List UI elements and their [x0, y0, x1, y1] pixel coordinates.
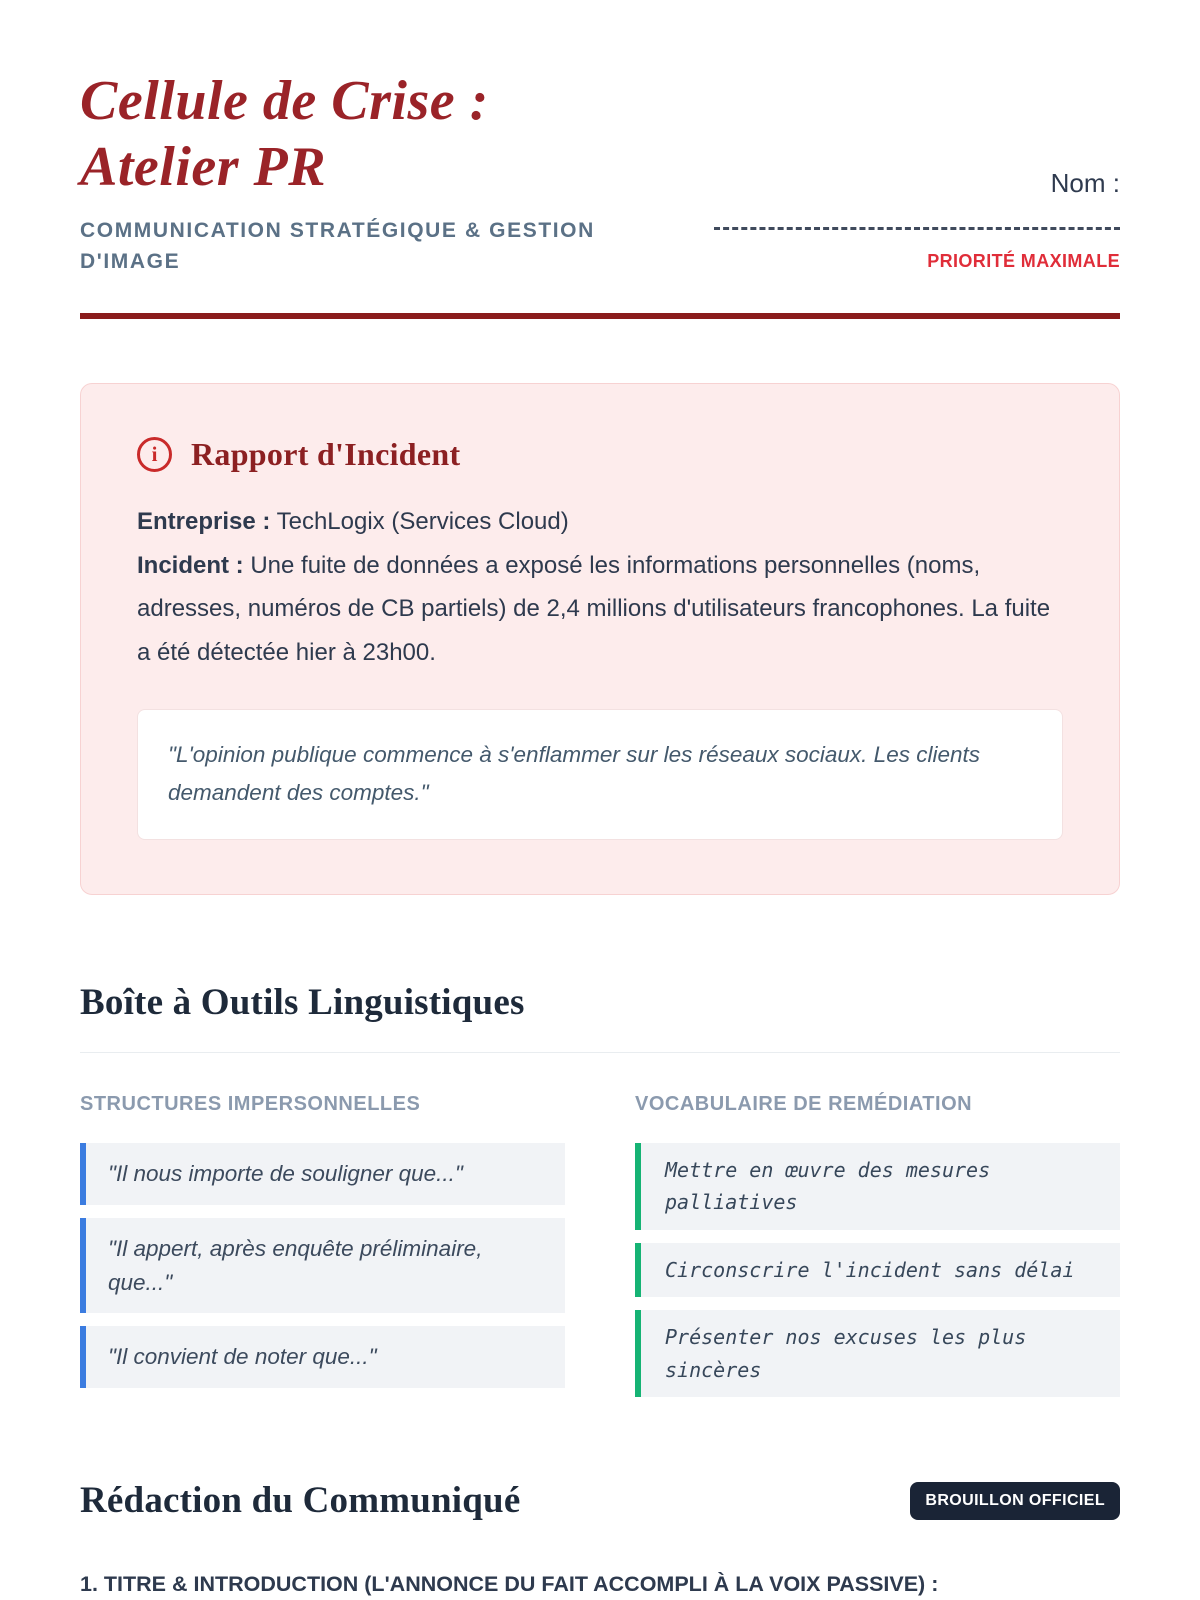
company-label: Entreprise : — [137, 508, 271, 536]
column-impersonal-header: STRUCTURES IMPERSONNELLES — [80, 1093, 421, 1116]
incident-card-title: Rapport d'Incident — [191, 436, 461, 473]
incident-quote: "L'opinion publique commence à s'enflammer sur les réseaux sociaux. Les clients demandent des comptes." — [168, 741, 980, 806]
remediation-phrase-list — [635, 1143, 1120, 1397]
column-remediation-vocabulary — [635, 1093, 1120, 1397]
incident-card-header — [137, 436, 1063, 473]
toolbox-columns — [80, 1093, 1120, 1397]
header-rule — [80, 313, 1120, 319]
impersonal-phrase-list — [80, 1143, 565, 1388]
toolbox-section — [80, 981, 1120, 1397]
draft-section-header — [80, 1479, 1120, 1522]
draft-section — [80, 1479, 1120, 1597]
phrase-card: Circonscrire l'incident sans délai — [635, 1243, 1120, 1297]
column-impersonal-structures — [80, 1093, 565, 1397]
incident-description: Une fuite de données a exposé les informations personnelles (noms, adresses, numéros de CB partiels) de 2,4 millions d'utilisateurs francophones. La fuite a été détectée hier à 23h00. — [137, 551, 1051, 667]
column-remediation-header: VOCABULAIRE DE REMÉDIATION — [635, 1093, 973, 1116]
page-subtitle: COMMUNICATION STRATÉGIQUE & GESTION D'IMAGE — [80, 219, 595, 273]
incident-card-body — [137, 500, 1063, 675]
company-value: TechLogix (Services Cloud) — [276, 508, 569, 536]
incident-quote-box — [137, 709, 1063, 840]
phrase-card: Présenter nos excuses les plus sincères — [635, 1310, 1120, 1397]
priority-label: PRIORITÉ MAXIMALE — [927, 251, 1120, 271]
header-title-block — [80, 68, 670, 277]
status-badge: BROUILLON OFFICIEL — [910, 1482, 1120, 1520]
name-fill-line — [714, 227, 1120, 230]
name-block — [714, 168, 1120, 272]
draft-section-title: Rédaction du Communiqué — [80, 1480, 521, 1522]
question-1-label: 1. TITRE & INTRODUCTION (L'ANNONCE DU FAIT ACCOMPLI À LA VOIX PASSIVE) : — [80, 1572, 939, 1597]
name-label: Nom : — [1050, 168, 1120, 198]
phrase-card: "Il convient de noter que..." — [80, 1326, 565, 1388]
phrase-card: "Il appert, après enquête préliminaire, que..." — [80, 1218, 565, 1314]
phrase-card: Mettre en œuvre des mesures palliatives — [635, 1143, 1120, 1230]
page-title-line-1: Cellule de Crise : — [80, 70, 489, 132]
incident-label: Incident : — [137, 551, 244, 579]
incident-report-card — [80, 383, 1120, 895]
info-icon: i — [137, 437, 172, 472]
page-title-line-2: Atelier PR — [80, 136, 327, 199]
toolbox-section-title: Boîte à Outils Linguistiques — [80, 981, 1120, 1053]
phrase-card: "Il nous importe de souligner que..." — [80, 1143, 565, 1205]
worksheet-header — [80, 68, 1120, 277]
page-title — [80, 68, 670, 200]
